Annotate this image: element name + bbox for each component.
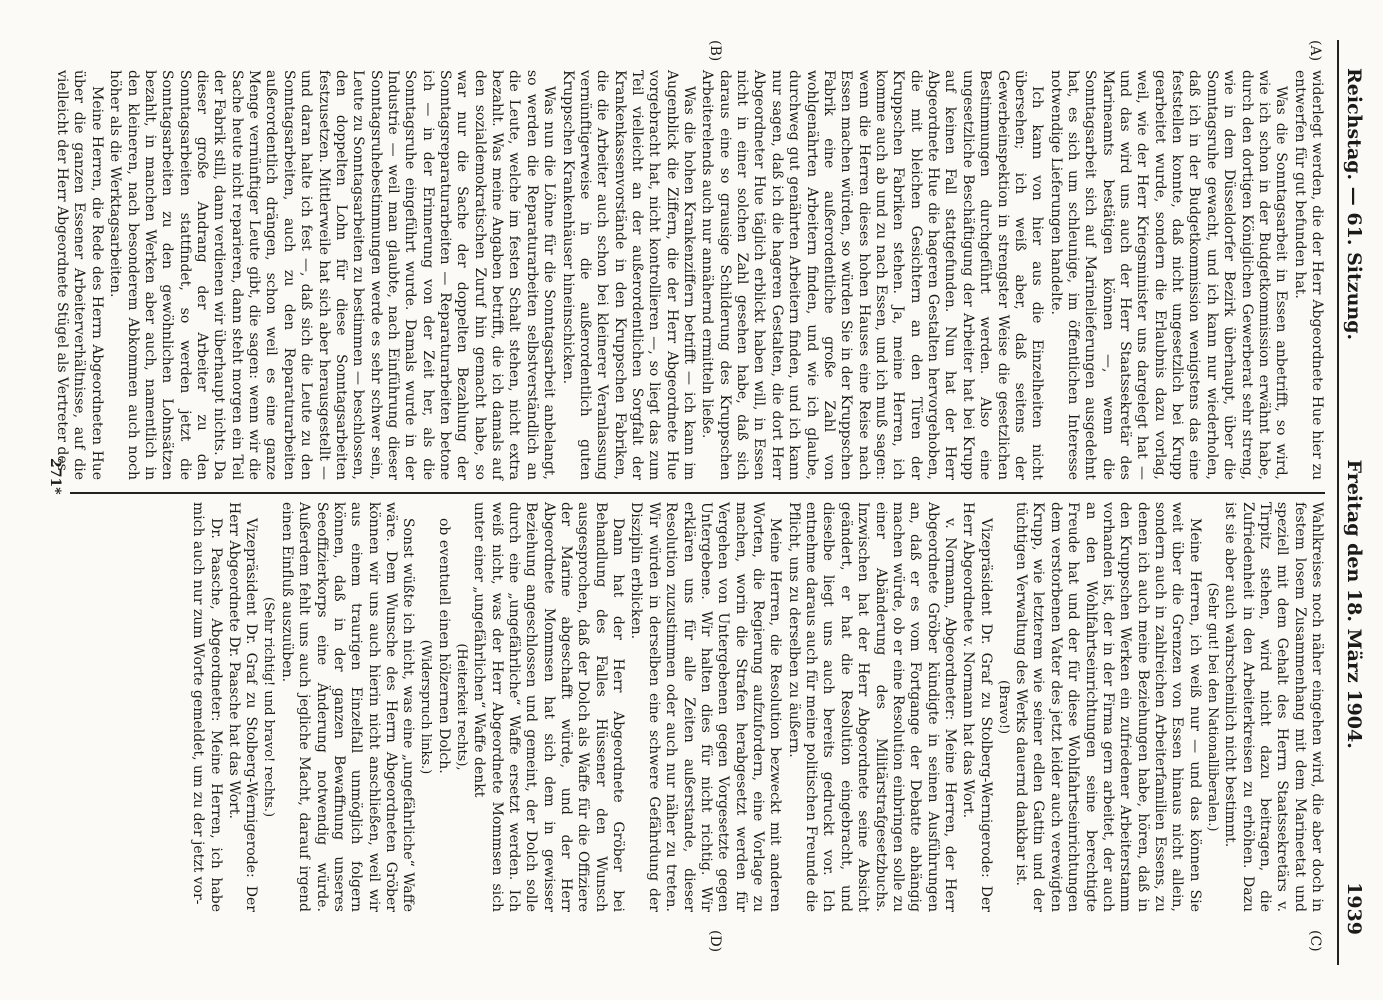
paragraph: Meine Herren, ich weiß nur — und das können Sie weit über die Grenzen von Essen hinaus nicht allein, sondern auch in zahlreichen Arbeiterfamilien Essens, zu denen ich auch meine Beziehungen habe, hören, daß in den Kruppschen Werken ein zufriedener Arbeiterstamm vorhanden ist, der in der Firma gern arbeitet, der auch an den Wohlfahrtseinrichtungen seine berechtigte Freude hat und der für diese Wohlfahrtseinrichtungen dem verstorbenen Vater des jetzt leider auch verewigten Krupp, wie letzterem wie seiner edlen Gattin und der tüchtigen Verwaltung des Werks dauernd dankbar ist. — [1013, 502, 1203, 912]
interjection: (Widerspruch links.) — [418, 639, 434, 775]
left-column — [52, 70, 1325, 480]
paragraph: Sonst wüßte ich nicht, was eine „ungefährliche“ Waffe wäre. Dem Wunsche des Herrn Abgeordneten Gröber können wir uns auch hierin nicht anschließen, weil wir aus einem traurigen Einzelfall unmöglich folgern können, daß in der ganzen Bewaffnung unseres Seeoffizierkorps eine Änderung notwendig würde. Außerdem fehlt uns auch jegliche Macht, darauf irgend einen Einfluß auszuüben. — [278, 502, 417, 912]
page-number: 1939 — [1343, 882, 1365, 935]
page-header — [1337, 40, 1367, 965]
interjection: (Sehr richtig! und bravo! rechts.) — [261, 596, 277, 818]
interjection: (Bravo!) — [995, 679, 1011, 735]
paragraph: widerlegt werden, die der Herr Abgeordnete Hue hier zu entwerfen für gut befunden hat. — [1291, 70, 1325, 480]
margin-marker-d: (D) — [707, 930, 723, 953]
header-date — [1343, 460, 1365, 935]
paragraph: Vizepräsident Dr. Graf zu Stolberg-Wernigerode: Der Herr Abgeordnete v. Normann hat das Wort. — [960, 502, 994, 912]
interjection: (Heiterkeit rechts), — [453, 643, 469, 771]
paragraph: Was die hohen Krankenziffern betrifft — ich kann im Augenblick die Ziffern, die der Herr Abgeordnete Hue vorgebracht hat, nicht kontrollieren —, so liegt das zum Teil vielleicht an der außerordentlichen Sorgfalt der Krankenkassenvorstände in den Kruppschen Fabriken, die die Arbeiter auch schon bei kleinerer Veranlassung vernünftigerweise in die außerordentlich guten Kruppschen Krankenhäuser hineinschicken. — [559, 70, 698, 480]
right-column — [188, 502, 1325, 912]
margin-marker-b: (B) — [707, 40, 723, 62]
header-session: Reichstag. — 61. Sitzung. — [1343, 68, 1365, 341]
footer-number: 271* — [47, 458, 63, 495]
header-date-text: Freitag den 18. März 1904. — [1343, 459, 1365, 749]
paragraph: v. Normann, Abgeordneter: Meine Herren, der Herr Abgeordnete Gröber kündigte in seinen Ausführungen an, daß er es vom Fortgange der Debatte abhängig machen würde, ob er eine Resolution einbringen solle zu einer Abänderung des Militärstrafgesetzbuchs. Inzwischen hat der Herr Abgeordnete seine Absicht geändert, er hat die Resolution eingebracht, und dieselbe liegt uns auch bereits gedruckt vor. Ich entnehme daraus auch für meine politischen Freunde die Pflicht, uns zu derselben zu äußern. — [785, 502, 958, 912]
paragraph: Was die Sonntagsarbeit in Essen anbetrifft, so wird, wie ich schon in der Budgetkommission erwähnt habe, durch den dortigen Königlichen Gewerberat sehr streng, wie in dem Düsseldorfer Bezirk überhaupt, über die Sonntagsruhe gewacht, und ich kann nur wiederholen, daß ich in der Budgetkommission wenigstens das eine feststellen konnte, daß nicht ungesetzlich bei Krupp gearbeitet wurde, sondern die Erlaubnis dazu vorlag, weil, wie der Herr Kriegsminister uns dargelegt hat — und das wird uns auch der Herr Staatssekretär des Marineamts bestätigen können —, wenn die Sonntagsarbeit sich auf Marinelieferungen ausgedehnt hat, es sich um schleunige, im öffentlichen Interesse notwendige Lieferungen handelte. — [1047, 70, 1290, 480]
margin-marker-c: (C) — [1307, 930, 1323, 952]
paragraph: Was nun die Löhne für die Sonntagsarbeit anbelangt, so werden die Reparaturarbeiten selbstverständlich an die Leute, welche im festen Schalt stehen, nicht extra bezahlt. Was meine Angaben betrifft, die ich damals auf den sozialdemokratischen Zuruf hin gemacht habe, so war nur die Sache der doppelten Bezahlung der Sonntagsreparaturarbeiten — Reparaturarbeiten betone ich — in der Erinnerung von der Zeit her, als die Sonntagsruhe eingeführt wurde. Damals wurde in der Industrie — weil man glaubte, nach Einführung dieser Sonntagsruhebestimmungen werde es sehr schwer sein, Leute zu Sonntagsarbeiten zu bestimmen — beschlossen, den doppelten Lohn für diese Sonntagsarbeiten festzusetzen. Mittlerweile hat sich aber herausgestellt — und daran halte ich fest —, daß sich die Leute zu den Sonntagsarbeiten, auch zu den Reparaturarbeiten außerordentlich drängen, schon weil es eine ganze Menge vernünftiger Leute gibt, die sagen: wenn wir die Sache heute nicht reparieren, dann steht morgen ein Teil der Fabrik still, dann verdienen wir überhaupt nichts. Da dieser große Andrang der Arbeiter zu den Sonntagsarbeiten stattfindet, so werden jetzt die Sonntagsarbeiten zu den gewöhnlichen Lohnsätzen bezahlt, in manchen Werken aber auch, namentlich in den kleineren, nach besonderem Abkommen auch noch höher als die Werktagsarbeiten. — [107, 70, 558, 480]
paragraph: Meine Herren, die Resolution bezweckt mit anderen Worten, die Regierung aufzufordern, eine Vorlage zu machen, worin die Strafen herabgesetzt werden für Vergehen von Untergebenen gegen Vorgesetzte gegen Untergebene. Wir halten dies für nicht richtig. Wir erklären uns für alle Zeiten außerstande, dieser Resolution zuzustimmen oder auch nur näher zu treten. Wir würden in derselben eine schwere Gefährdung der Disziplin erblicken. — [628, 502, 784, 912]
paragraph: Wahlkreises noch näher eingehen wird, die aber doch in festem losem Zusammenhang mit dem Marineetat und speziell mit dem Gehalt des Herrn Staatssekretärs v. Tirpitz stehen, wird nicht dazu beitragen, die Zufriedenheit in den Arbeiterkreisen zu erhöhen. Dazu ist sie aber auch wahrscheinlich nicht bestimmt. — [1222, 502, 1325, 912]
interjection: (Sehr gut! bei den Nationalliberalen.) — [1204, 582, 1220, 832]
paragraph: Vizepräsident Dr. Graf zu Stolberg-Wernigerode: Der Herr Abgeordnete Dr. Paasche hat das Wort. — [225, 502, 260, 912]
paragraph: Meine Herren, die Rede des Herrn Abgeordneten Hue über die ganzen Essener Arbeiterverhältnisse, auf die vielleicht der Herr Abgeordnete Stügel als Vertreter des — [54, 70, 105, 480]
paragraph: ob eventuell einen hölzernen Dolch. — [435, 518, 452, 774]
paragraph: Ich kann von hier aus die Einzelheiten nicht übersehen; ich weiß aber, daß seitens der Gewerbeinspektion in strengster Weise die gesetzlichen Bestimmungen durchgeführt werden. Also eine ungesetzliche Beschäftigung der Arbeiter hat bei Krupp auf keinen Fall stattgefunden. Nun hat der Herr Abgeordnete Hue die hageren Gestalten hervorgehoben, die mit bleichen Gesichtern an den Türen der Kruppschen Fabriken stehen. Ja, meine Herren, ich komme auch ab und zu nach Essen, und ich muß sagen: wenn die Herren dieses hohen Hauses eine Reise nach Essen machen würden, so würden Sie in der Kruppschen Fabrik eine außerordentliche große Zahl von wohlgenährten Arbeitern finden, und wie ich glaube, durchweg gut genährten Arbeitern finden, und ich kann nur sagen, daß ich die hageren Gestalten, die dort Herr Abgeordneter Hue täglich erblickt haben will, in Essen nicht in einer solchen Zahl gesehen habe, daß sich daraus eine so grausige Schilderung des Kruppschen Arbeiterelends auch nur annähernd ermitteln ließe. — [699, 70, 1046, 480]
paragraph: Dann hat der Herr Abgeordnete Gröber bei Behandlung des Falles Hüssener den Wunsch ausgesprochen, daß der Dolch als Waffe für die Offiziere der Marine abgeschafft würde, und der Herr Abgeordnete Mommsen hat sich dem in gewisser Beziehung angeschlossen und gemeint, der Dolch solle durch eine „ungefährliche“ Waffe ersetzt werden. Ich weiß nicht, was der Herr Abgeordnete Mommsen sich unter einer „ungefährlichen“ Waffe denkt — [471, 502, 627, 912]
paragraph: Dr. Paasche, Abgeordneter: Meine Herren, ich habe mich auch nur zum Worte gemeldet, um zu der jetzt vor- — [190, 502, 224, 912]
margin-marker-a: (A) — [1307, 40, 1323, 62]
column-divider — [70, 492, 1325, 494]
